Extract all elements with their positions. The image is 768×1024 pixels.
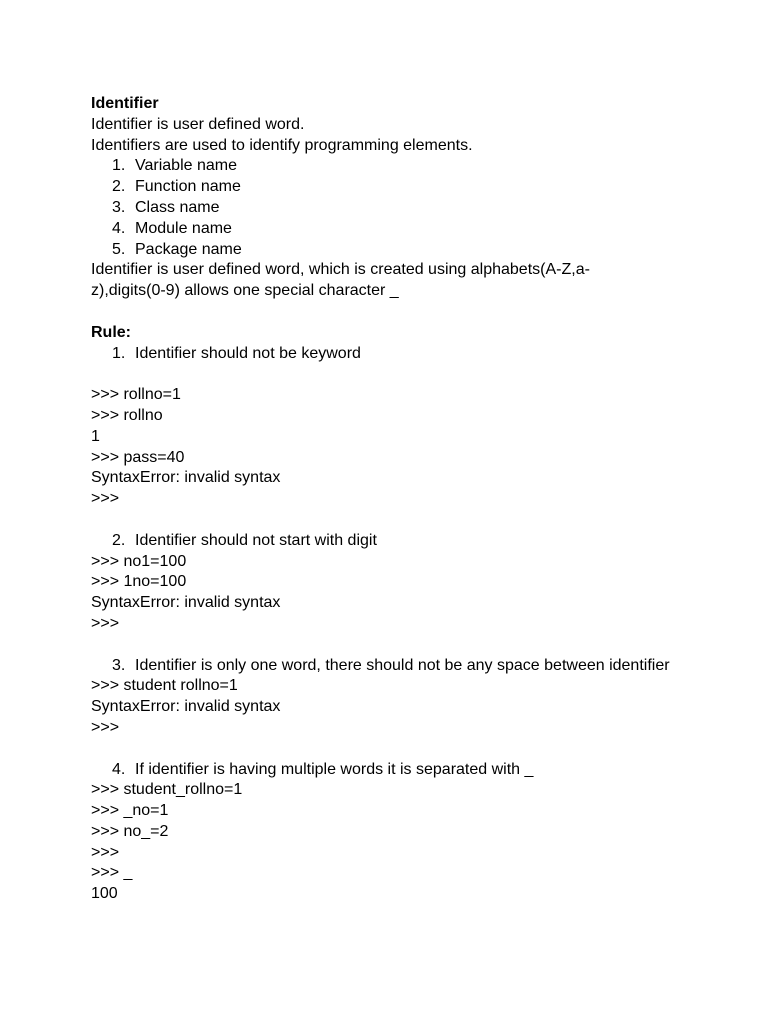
code-block — [91, 676, 731, 738]
code-line: 100 — [91, 885, 118, 903]
code-line: >>> 1no=100 — [91, 573, 187, 591]
list-item — [91, 198, 731, 219]
code-line: >>> — [91, 843, 120, 861]
list-text: Package name — [135, 240, 242, 258]
code-line: >>> — [91, 490, 120, 508]
code-line: >>> rollno=1 — [91, 386, 181, 404]
code-line: >>> student rollno=1 — [91, 677, 238, 695]
list-number: 1. — [112, 157, 126, 175]
code-line: >>> — [91, 718, 120, 736]
spacer — [91, 510, 731, 531]
element-list — [91, 156, 731, 260]
rule-item — [91, 531, 731, 552]
rule-number: 4. — [112, 760, 126, 778]
spacer — [91, 739, 731, 760]
list-text: Function name — [135, 178, 241, 196]
list-number: 5. — [112, 240, 126, 258]
code-line: >>> — [91, 614, 120, 632]
spacer — [91, 635, 731, 656]
list-text: Variable name — [135, 157, 237, 175]
rule-number: 1. — [112, 344, 126, 362]
code-line: >>> no_=2 — [91, 822, 169, 840]
list-number: 2. — [112, 178, 126, 196]
list-number: 3. — [112, 198, 126, 216]
document-page — [91, 94, 731, 905]
rule-number: 2. — [112, 531, 126, 549]
code-block — [91, 385, 731, 510]
code-line: >>> _no=1 — [91, 802, 169, 820]
rule-number: 3. — [112, 656, 126, 674]
rule-text: Identifier should not start with digit — [135, 531, 377, 549]
rule-item — [91, 656, 731, 677]
code-line: 1 — [91, 427, 100, 445]
page-title: Identifier — [91, 95, 159, 112]
definition-line-2: z),digits(0-9) allows one special character _ — [91, 282, 399, 300]
code-line: SyntaxError: invalid syntax — [91, 698, 281, 716]
code-line: >>> _ — [91, 864, 133, 882]
spacer — [91, 364, 731, 385]
list-item — [91, 240, 731, 261]
code-line: >>> rollno — [91, 406, 163, 424]
list-text: Module name — [135, 219, 232, 237]
rule-item — [91, 760, 731, 781]
list-item — [91, 156, 731, 177]
definition-line-1: Identifier is user defined word, which is created using alphabets(A-Z,a- — [91, 261, 590, 279]
rule-text: Identifier should not be keyword — [135, 344, 361, 362]
rule-text: Identifier is only one word, there should not be any space between identifier — [135, 656, 670, 674]
code-block — [91, 780, 731, 905]
code-line: >>> student_rollno=1 — [91, 781, 243, 799]
intro-line-2: Identifiers are used to identify programming elements. — [91, 136, 473, 154]
code-line: SyntaxError: invalid syntax — [91, 594, 281, 612]
code-line: >>> no1=100 — [91, 552, 187, 570]
list-item — [91, 219, 731, 240]
code-block — [91, 552, 731, 635]
spacer — [91, 302, 731, 323]
rule-heading: Rule: — [91, 323, 131, 341]
rule-item — [91, 344, 731, 365]
list-text: Class name — [135, 198, 220, 216]
list-number: 4. — [112, 219, 126, 237]
list-item — [91, 177, 731, 198]
intro-line-1: Identifier is user defined word. — [91, 115, 305, 133]
rule-text: If identifier is having multiple words it is separated with _ — [135, 760, 534, 778]
code-line: >>> pass=40 — [91, 448, 185, 466]
code-line: SyntaxError: invalid syntax — [91, 469, 281, 487]
